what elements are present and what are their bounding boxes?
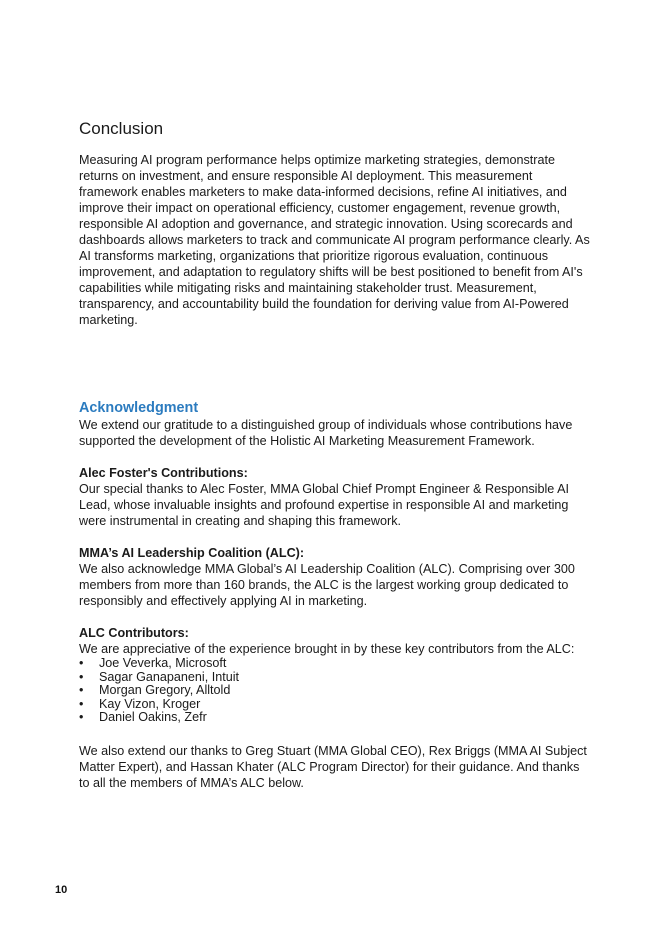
contributor-name: Sagar Ganapaneni, Intuit bbox=[99, 669, 240, 684]
bullet-icon: • bbox=[79, 669, 84, 684]
contributors-list bbox=[79, 657, 591, 725]
list-item bbox=[79, 711, 591, 725]
contributor-name: Joe Veverka, Microsoft bbox=[99, 656, 227, 670]
list-item bbox=[79, 684, 591, 698]
alc-paragraph: We also acknowledge MMA Global’s AI Leadership Coalition (ALC). Comprising over 300 members from more than 160 brands, the ALC is the largest working group dedicated to responsibly and effectively applying AI in marketing. bbox=[79, 562, 575, 608]
contributor-name: Daniel Oakins, Zefr bbox=[99, 710, 207, 725]
alec-foster-paragraph: Our special thanks to Alec Foster, MMA Global Chief Prompt Engineer & Responsible AI Lead, whose invaluable insights and profound expertise in responsible AI and marketing were instrumental in creating and shaping this framework. bbox=[79, 482, 569, 528]
bullet-icon: • bbox=[79, 683, 84, 698]
bullet-icon: • bbox=[79, 710, 84, 725]
conclusion-heading: Conclusion bbox=[79, 119, 164, 138]
contributor-name: Morgan Gregory, Alltold bbox=[99, 683, 231, 698]
list-item bbox=[79, 698, 591, 712]
contributor-name: Kay Vizon, Kroger bbox=[99, 696, 201, 711]
acknowledgment-intro: We extend our gratitude to a distinguished group of individuals whose contributions have supported the development of the Holistic AI Marketing Measurement Framework. bbox=[79, 418, 573, 448]
alec-foster-heading: Alec Foster's Contributions: bbox=[79, 466, 248, 480]
bullet-icon: • bbox=[79, 656, 84, 670]
page-content bbox=[79, 119, 591, 791]
bullet-icon: • bbox=[79, 696, 84, 711]
closing-thanks-paragraph: We also extend our thanks to Greg Stuart (MMA Global CEO), Rex Briggs (MMA AI Subject Matter Expert), and Hassan Khater (ALC Program Director) for their guidance. And thanks to all the members of MMA’s ALC below. bbox=[79, 743, 587, 790]
page-number: 10 bbox=[55, 884, 68, 896]
list-item bbox=[79, 671, 591, 685]
acknowledgment-heading: Acknowledgment bbox=[79, 400, 199, 416]
list-item bbox=[79, 657, 591, 671]
alc-contributors-intro: We are appreciative of the experience brought in by these key contributors from the ALC: bbox=[79, 642, 575, 656]
alc-contributors-heading: ALC Contributors: bbox=[79, 626, 189, 640]
conclusion-paragraph: Measuring AI program performance helps optimize marketing strategies, demonstrate returns on investment, and ensure responsible AI deployment. This measurement framework enables marketers to make data-informed decisions, refine AI initiatives, and improve their impact on operational efficiency, customer engagement, revenue growth, responsible AI adoption and governance, and strategic innovation. Using scorecards and dashboards allows marketers to track and communicate AI program performance clearly. As AI transforms marketing, organizations that prioritize rigorous evaluation, continuous improvement, and adaptation to regulatory shifts will be best positioned to benefit from AI's capabilities while mitigating risks and maintaining stakeholder trust. Measurement, transparency, and accountability build the foundation for deriving value from AI-Powered marketing. bbox=[79, 153, 590, 327]
alc-heading: MMA’s AI Leadership Coalition (ALC): bbox=[79, 546, 305, 560]
